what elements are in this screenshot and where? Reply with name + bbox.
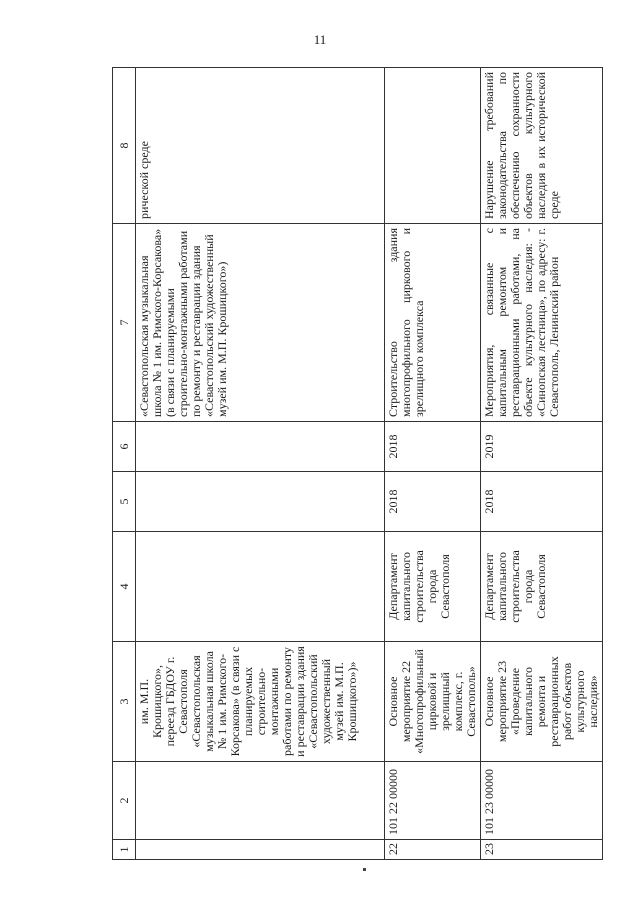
row-name: Основное мероприятие 23 «Проведение капитального ремонта и реставрационных работ объектов культурного наследия» (481, 642, 603, 762)
row-risk: Нарушение требований законодательства по обеспечению сохранности объектов культурного наследия в их исторической среде (481, 68, 603, 224)
program-table (112, 67, 603, 860)
row-result: Строительство здания многопрофильного циркового и зрелищного комплекса (385, 224, 481, 422)
row-code (136, 762, 385, 840)
row-end-year: 2018 (385, 422, 481, 472)
scan-speck (363, 868, 366, 871)
table-row (481, 68, 603, 860)
row-executor (136, 532, 385, 642)
page-number: 11 (313, 32, 327, 47)
header-cell: 6 (113, 422, 136, 472)
row-result: «Севастопольская музыкальная школа № 1 им. Римского-Корсакова» (в связи с планируемыми строительно-монтажными работами по ремонту и реставрации здания «Севастопольский художественный музей им. М.П. Крошицкого») (136, 224, 385, 422)
row-end-year (136, 422, 385, 472)
row-start-year (136, 472, 385, 532)
header-cell: 3 (113, 642, 136, 762)
row-risk: рической среде (136, 68, 385, 224)
row-name: Основное мероприятие 22 «Многопрофильный цирковой и зрелищный комплекс, г. Севастополь» (385, 642, 481, 762)
row-risk (385, 68, 481, 224)
row-code: 101 23 00000 (481, 762, 603, 840)
row-number: 22 (385, 840, 481, 860)
row-executor: Департамент капитального строительства города Севастополя (385, 532, 481, 642)
row-number: 23 (481, 840, 603, 860)
table-row (385, 68, 481, 860)
row-number (136, 840, 385, 860)
row-executor: Департамент капитального строительства города Севастополя (481, 532, 603, 642)
header-cell: 5 (113, 472, 136, 532)
table-row (136, 68, 385, 860)
header-cell: 4 (113, 532, 136, 642)
header-cell: 2 (113, 762, 136, 840)
row-name: им. М.П. Крошицкого», переезд ГБДОУ г. Севастополя «Севастопольская музыкальная школа № 1 им. Римского-Корсакова» (в связи с планируемых строительно-монтажными работами по ремонту и реставрации здания «Севастопольский художественный музей им. М.П. Крошицкого»)» (136, 642, 385, 762)
header-cell: 7 (113, 224, 136, 422)
row-start-year: 2018 (481, 472, 603, 532)
row-code: 101 22 00000 (385, 762, 481, 840)
rotated-table (112, 68, 600, 860)
header-cell: 1 (113, 840, 136, 860)
header-cell: 8 (113, 68, 136, 224)
row-result: Мероприятия, связанные с капитальным ремонтом и реставрационными работами, на объекте культурного наследия: - «Синопская лестница», по адресу: г. Севастополь, Ленинский район (481, 224, 603, 422)
row-end-year: 2019 (481, 422, 603, 472)
header-row (113, 68, 136, 860)
table-container (112, 68, 600, 860)
row-start-year: 2018 (385, 472, 481, 532)
